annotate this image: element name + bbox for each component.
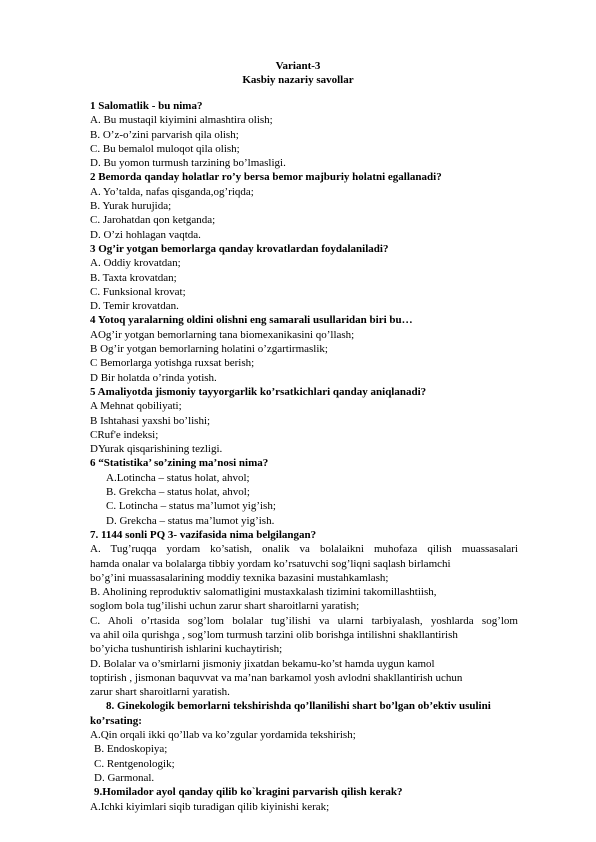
question-line: 3 Og’ir yotgan bemorlarga qanday krovatlardan foydalaniladi?: [90, 242, 389, 255]
answer-line: B. Taxta krovatdan;: [90, 271, 177, 284]
answer-line: D. Garmonal.: [94, 771, 155, 784]
answer-line: A Mehnat qobiliyati;: [90, 400, 182, 413]
page-subtitle: Kasbiy nazariy savollar: [242, 74, 354, 86]
variant-title: Variant-3: [275, 60, 321, 72]
answer-line: C. Funksional krovat;: [90, 285, 186, 298]
answer-line: bo’yicha tushuntirish ishlarini kuchaytirish;: [90, 643, 283, 656]
answer-line: D. Grekcha – status ma’lumot yig’ish.: [106, 514, 275, 527]
answer-line: A.Qin orqali ikki qo’llab va ko’zgular yordamida tekshirish;: [90, 729, 356, 742]
question-line: 6 “Statistika’ so’zining ma’nosi nima?: [90, 457, 269, 470]
answer-line: C. Aholi o’rtasida sog’lom bolalar tug’ilishi va ularni tarbiyalash, yoshlarda sog’lom: [90, 614, 518, 627]
answer-line: A.Ichki kiyimlari siqib turadigan qilib kiyinishi kerak;: [90, 800, 330, 813]
answer-line: B. Yurak hurujida;: [90, 200, 172, 213]
answer-line: B Og’ir yotgan bemorlarning holatini o’zgartirmaslik;: [90, 343, 328, 356]
answer-line: D. Bolalar va o’smirlarni jismoniy jixatdan bekamu-ko’st hamda uygun kamol: [90, 657, 435, 670]
answer-line: C. Jarohatdan qon ketganda;: [90, 214, 216, 227]
answer-line: B. Grekcha – status holat, ahvol;: [106, 486, 250, 499]
answer-line: B Ishtahasi yaxshi bo’lishi;: [90, 414, 211, 427]
question-line: 9.Homilador ayol qanday qilib ko`kragini parvarish qilish kerak?: [94, 786, 403, 799]
question-line: 2 Bemorda qanday holatlar ro’y bersa bemor majburiy holatni egallanadi?: [90, 171, 442, 184]
answer-line: A. Yo’talda, nafas qisganda,og’riqda;: [90, 185, 254, 198]
answer-line: D. Temir krovatdan.: [90, 300, 179, 313]
answer-line: DYurak qisqarishining tezligi.: [90, 443, 223, 456]
answer-line: C. Lotincha – status ma’lumot yig’ish;: [106, 500, 276, 513]
answer-line: D. O’zi hohlagan vaqtda.: [90, 228, 201, 241]
answer-line: D. Bu yomon turmush tarzining bo’lmasligi.: [90, 157, 286, 170]
answer-line: B. Aholining reproduktiv salomatligini mustaxkalash tizimini takomillashtiish,: [90, 586, 437, 599]
answer-line: C Bemorlarga yotishga ruxsat berish;: [90, 357, 255, 370]
answer-line: C. Rentgenologik;: [94, 757, 175, 770]
answer-line: soglom bola tug’ilishi uchun zarur shart sharoitlarni yaratish;: [90, 600, 360, 613]
question-line: ko’rsating:: [90, 714, 142, 727]
question-line: 5 Amaliyotda jismoniy tayyorgarlik ko’rsatkichlari qanday aniqlanadi?: [90, 385, 427, 398]
answer-line: A. Oddiy krovatdan;: [90, 257, 181, 270]
answer-line: va ahil oila qurishga , sog’lom turmush tarzini olib borishga intilishni shakllantirish: [90, 628, 458, 641]
question-line: 7. 1144 sonli PQ 3- vazifasida nima belgilangan?: [90, 528, 317, 541]
answer-line: hamda onalar va bolalarga tibbiy yordam ko’rsatuvchi sog’liqni saqlash birlamchi: [90, 557, 451, 570]
answer-line: AOg’ir yotgan bemorlarning tana biomexanikasini qo’llash;: [90, 328, 355, 341]
answer-line: C. Bu bemalol muloqot qila olish;: [90, 142, 240, 155]
answer-line: A. Bu mustaqil kiyimini almashtira olish;: [90, 114, 273, 127]
answer-line: B. Endoskopiya;: [94, 743, 168, 756]
answer-line: zarur shart sharoitlarni yaratish.: [90, 686, 230, 699]
answer-line: B. O’z-o’zini parvarish qila olish;: [90, 128, 239, 141]
answer-line: A.Lotincha – status holat, ahvol;: [106, 471, 250, 484]
answer-line: CRuf'e indeksi;: [90, 428, 159, 441]
question-line: 4 Yotoq yaralarning oldini olishni eng samarali usullaridan biri bu…: [90, 314, 413, 327]
answer-line: A. Tug’ruqqa yordam ko’satish, onalik va bolalaikni muhofaza qilish muassasalari: [90, 543, 518, 556]
answer-line: bo’g’ini muassasalarining moddiy texnika bazasini mustahkamlash;: [90, 571, 389, 584]
answer-line: toptirish , jismonan baquvvat va ma’nan barkamol yosh avlodni shakllantirish uchun: [90, 671, 463, 684]
question-line: 1 Salomatlik - bu nima?: [90, 100, 203, 112]
question-list: [90, 99, 518, 814]
question-line: 8. Ginekologik bemorlarni tekshirishda qo’llanilishi shart bo’lgan ob’ektiv usulini: [106, 700, 491, 713]
answer-line: D Bir holatda o’rinda yotish.: [90, 371, 217, 384]
